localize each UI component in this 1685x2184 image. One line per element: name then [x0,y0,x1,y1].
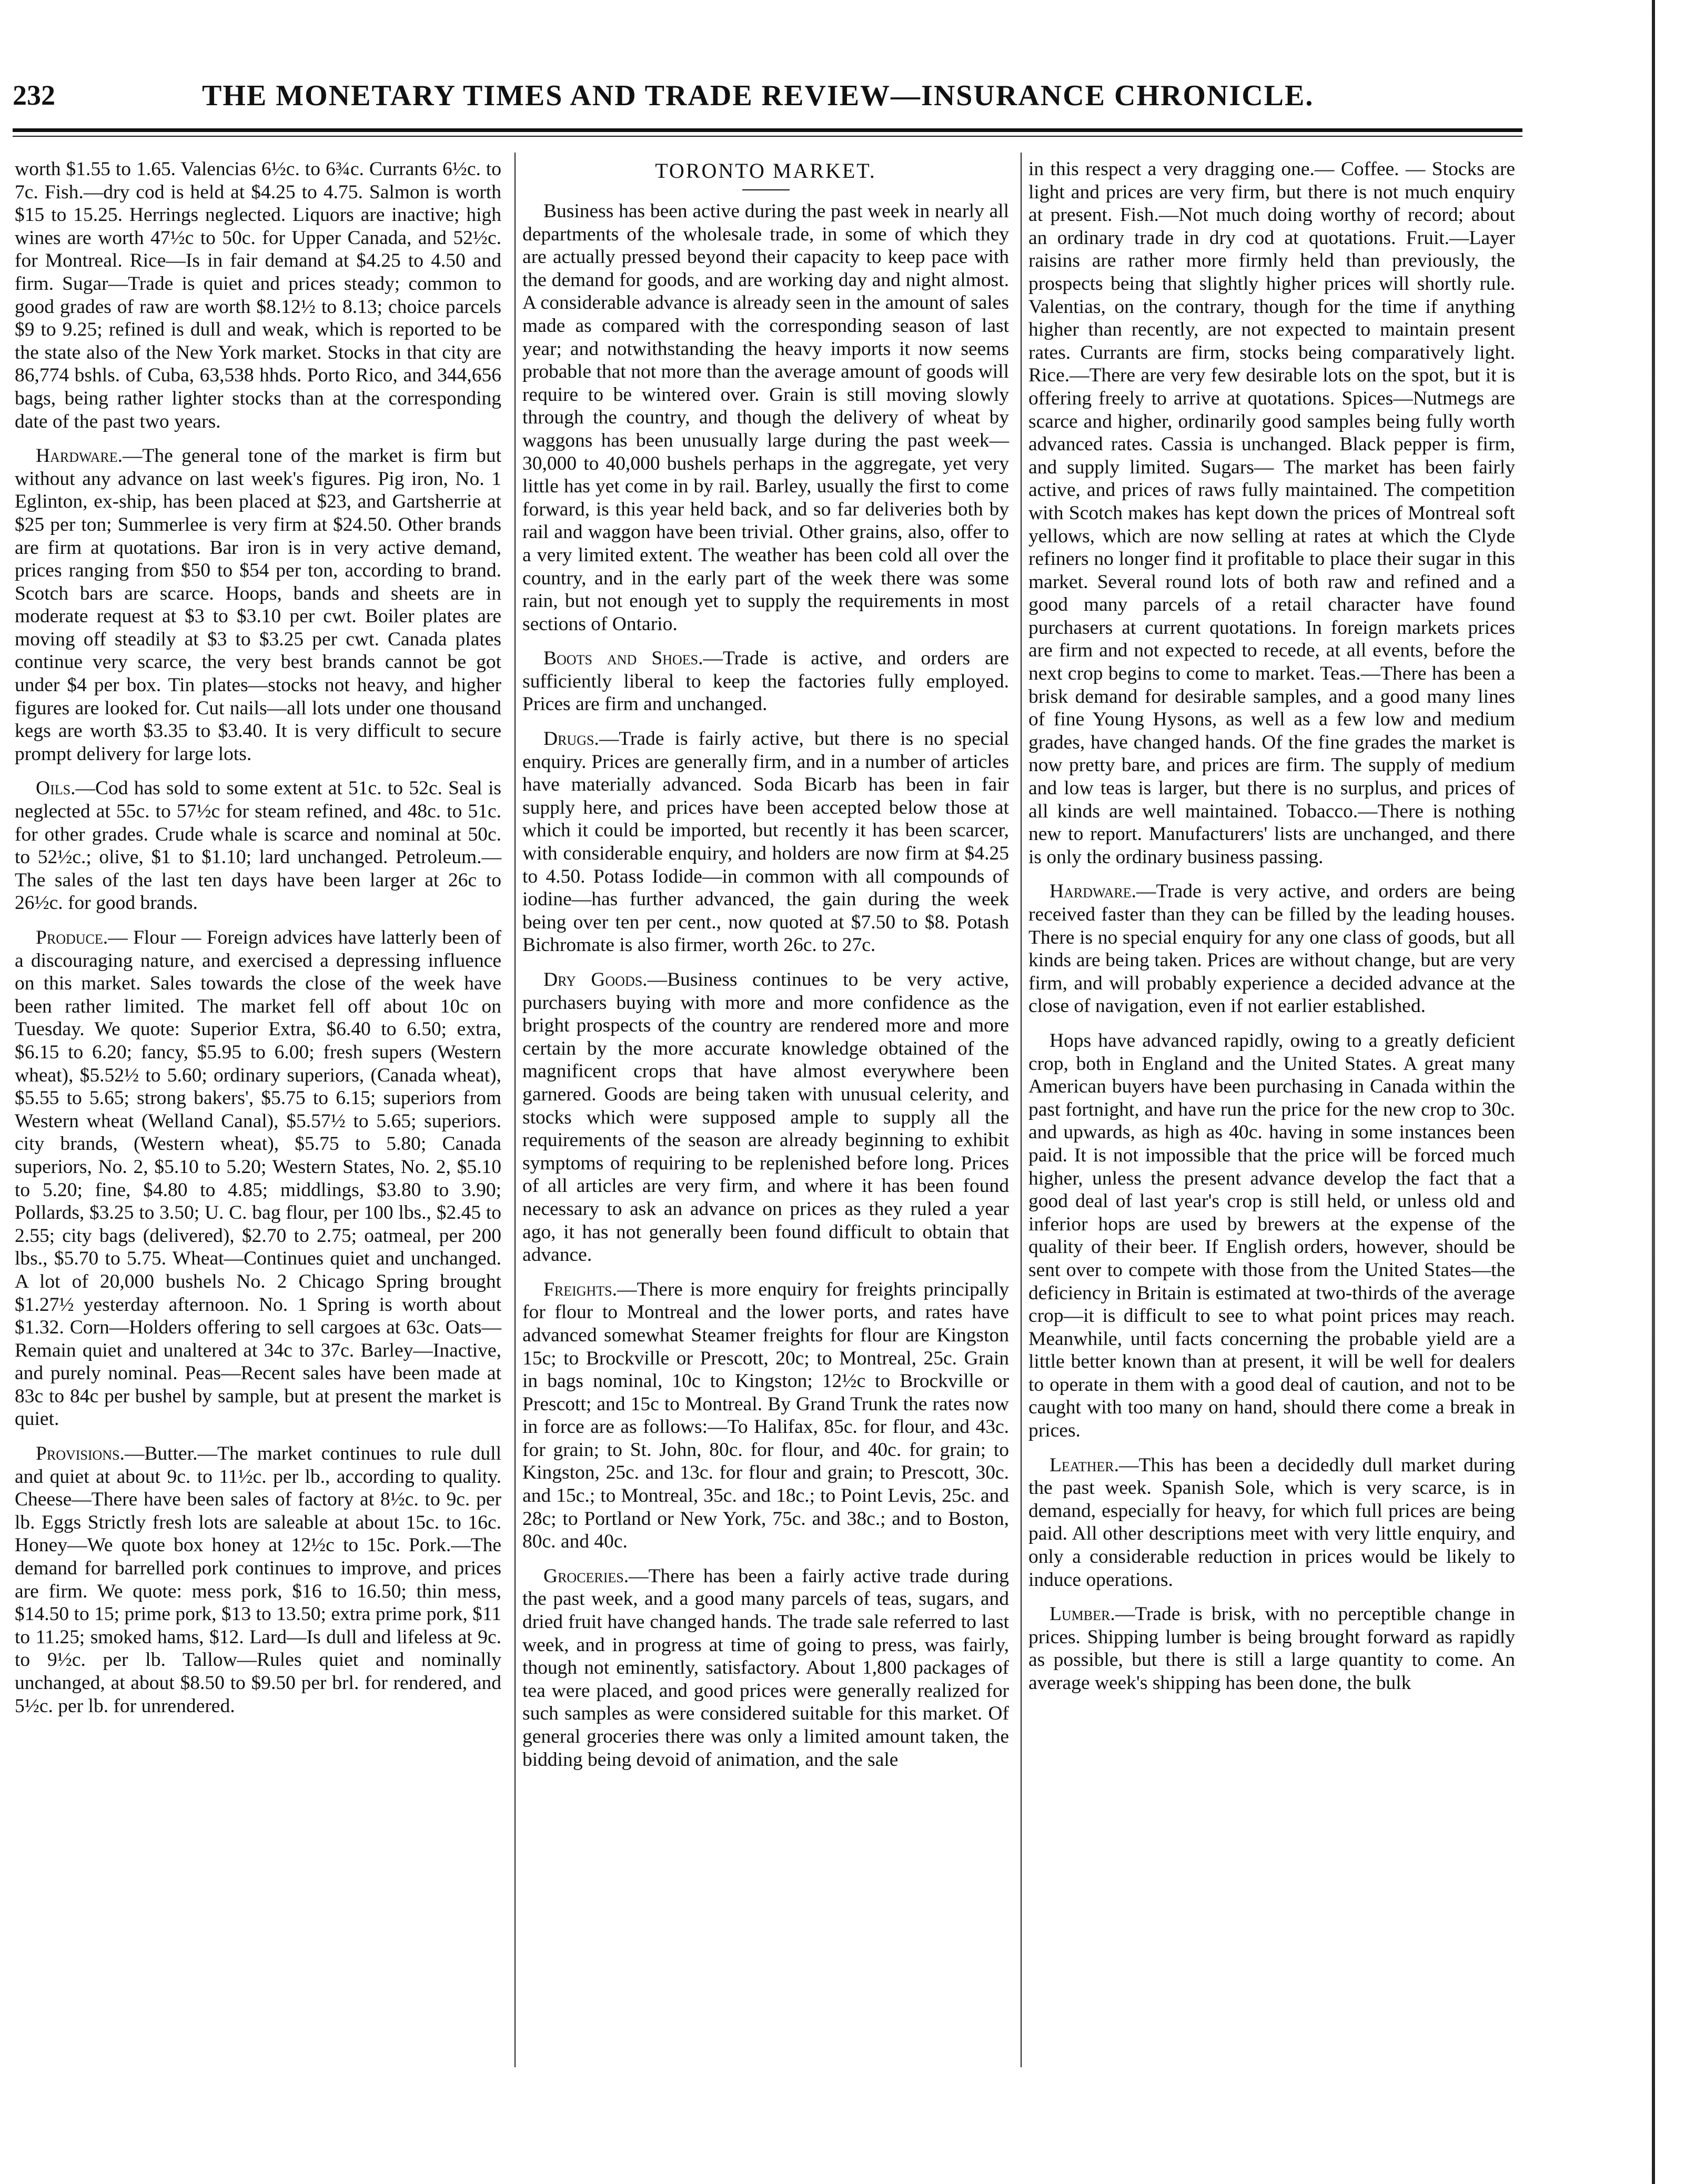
hardware-toronto-heading: Hardware. [1050,881,1137,903]
header-rule-thick [13,128,1522,132]
groceries-body: —There has been a fairly active trade during the past week, and a good many parcels of teas, sugars, and dried fruit have changed hands. The trade sale referred to last week, and in progress at time of going to press, was fairly, though not eminently, satisfactory. About 1,800 packages of tea were placed, and good prices were generally realized for such samples as were considered suitable for this market. Of general groceries there was only a limited amount taken, the bidding being devoid of animation, and the sale [522,1565,1009,1771]
lumber-body: —Trade is brisk, with no perceptible change in prices. Shipping lumber is being brought forward as rapidly as possible, but there is still a large quantity to come. An average week's shipping has been done, the bulk [1028,1603,1515,1694]
hardware-paragraph [15,444,501,765]
lumber-paragraph [1028,1603,1515,1694]
intro-paragraph: Business has been active during the past week in nearly all departments of the wholesale trade, in some of which they are actually pressed beyond their capacity to keep pace with the demand for goods, and are working day and night almost. A considerable advance is already seen in the amount of sales made as compared with the corresponding season of last year; and notwithstanding the heavy imports it now seems probable that not more than the average amount of goods will require to be wintered over. Grain is still moving slowly through the country, and though the delivery of wheat by waggons has been unusually large during the past week—30,000 to 40,000 bushels perhaps in the aggregate, yet very little has yet come in by rail. Barley, usually the first to come forward, is this year held back, and so far deliveries both by rail and waggon have been trivial. Other grains, also, offer to a very limited extent. The weather has been cold all over the country, and in the early part of the week there was some rain, but not enough yet to supply the requirements in most sections of Ontario. [522,200,1009,635]
freights-body: —There is more enquiry for freights principally for flour to Montreal and the lower ports, and rates have advanced somewhat Steamer freights for flour are Kingston 15c; to Brockville or Prescott, 20c; to Montreal, 25c. Grain in bags nominal, 10c to Kingston; 12½c to Brockville or Prescott; and 15c to Montreal. By Grand Trunk the rates now in force are as follows:—To Halifax, 85c. for flour, and 43c. for grain; to St. John, 80c. for flour, and 40c. for grain; to Kingston, 25c. and 13c. for flour and grain; to Prescott, 30c. and 15c.; to Montreal, 35c. and 18c.; to Point Levis, 25c. and 28c; to Portland or New York, 75c. and 38c.; and to Boston, 80c. and 40c. [522,1278,1009,1553]
dry-goods-heading: Dry Goods. [543,969,648,990]
freights-paragraph [522,1278,1009,1553]
provisions-paragraph [15,1442,501,1717]
oils-body: —Cod has sold to some extent at 51c. to 52c. Seal is neglected at 55c. to 57½c for steam refined, and 48c. to 51c. for other grades. Crude whale is scarce and nominal at 50c. to 52½c.; olive, $1 to $1.10; lard unchanged. Petroleum.—The sales of the last ten days have been larger at 26c to 26½c. for good brands. [15,777,501,914]
title-rule [742,189,790,190]
produce-paragraph [15,926,501,1431]
leather-paragraph [1028,1454,1515,1592]
produce-heading: Produce. [36,927,108,948]
provisions-body: —Butter.—The market continues to rule dull and quiet at about 9c. to 11½c. per lb., according to quality. Cheese—There have been sales of factory at 8½c. to 9c. per lb. Eggs Strictly fresh lots are saleable at about 15c. to 16c. Honey—We quote box honey at 12½c to 15c. Pork.—The demand for barrelled pork continues to improve, and prices are firm. We quote: mess pork, $16 to 16.50; thin mess, $14.50 to 15; prime pork, $13 to 13.50; extra prime pork, $11 to 11.25; smoked hams, $12. Lard—Is dull and lifeless at 9c. to 9½c. per lb. Tallow—Rules quiet and nominally unchanged, at about $8.50 to $9.50 per brl. for rendered, and 5½c. per lb. for unrendered. [15,1443,501,1717]
drugs-heading: Drugs. [543,728,599,750]
dry-goods-body: —Business continues to be very active, purchasers buying with more and more confidence as the bright prospects of the country are rendered more and more certain by the more accurate knowledge obtained of the magnificent crops that have almost everywhere been garnered. Goods are being taken with unusual celerity, and stocks which were supposed ample to supply all the requirements of the season are already beginning to exhibit symptoms of requiring to be replenished before long. Prices of all articles are very firm, and where it has been found necessary to ask an advance on prices as they ruled a year ago, it has not generally been found difficult to obtain that advance. [522,969,1009,1266]
boots-heading: Boots and Shoes. [543,648,703,670]
freights-heading: Freights. [543,1278,618,1300]
hops-paragraph: Hops have advanced rapidly, owing to a greatly deficient crop, both in England and the United States. A great many American buyers have been purchasing in Canada within the past fortnight, and have run the price for the new crop to 30c. and upwards, as high as 40c. having in some instances been paid. It is not impossible that the price will be forced much higher, unless the present advance develop the fact that a good deal of last year's crop is still held, or unless old and inferior hops are used by brewers at the expense of the quality of their beer. If English orders, however, should be sent over to compete with those from the United States—the deficiency in Britain is estimated at two-thirds of the average crop—it is difficult to see to what point prices may reach. Meanwhile, until facts concerning the probable yield are a little better known than at present, it will be well for dealers to operate in them with a good deal of caution, and not to be caught with too many on hand, should there come a break in prices. [1028,1029,1515,1442]
column-divider-2 [1021,153,1022,2067]
header-rule-thin [13,136,1522,137]
column-divider-1 [514,153,516,2067]
groceries-heading: Groceries. [543,1565,629,1587]
oils-heading: Oils. [36,777,76,800]
boots-body: —Trade is active, and orders are sufficiently liberal to keep the factories fully employed. Prices are firm and unchanged. [522,648,1009,715]
masthead-title: THE MONETARY TIMES AND TRADE REVIEW—INSURANCE CHRONICLE. [202,79,1314,112]
section-title: TORONTO MARKET. [655,159,876,183]
lumber-heading: Lumber. [1050,1603,1115,1625]
page-number: 232 [13,79,55,111]
oils-paragraph [15,777,501,915]
leather-heading: Leather. [1050,1454,1119,1476]
boots-paragraph [522,647,1009,716]
groceries-paragraph [522,1565,1009,1771]
hardware-heading: Hardware. [36,445,123,467]
drugs-body: —Trade is fairly active, but there is no special enquiry. Prices are generally firm, and in a number of articles have materially advanced. Soda Bicarb has been in fair supply here, and prices have been accepted below those at which it could be imported, but recently it has been scarcer, with considerable enquiry, and holders are now firm at $4.25 to 4.50. Potass Iodide—in common with all compounds of iodine—has further advanced, the gain during the week being over ten per cent., now quoted at $7.50 to $8. Potash Bichromate is also firmer, worth 26c. to 27c. [522,728,1009,956]
column-1 [15,158,501,1729]
hardware-toronto-paragraph [1028,880,1515,1018]
groceries-continued-paragraph: in this respect a very dragging one.— Coffee. — Stocks are light and prices are very firm, but there is not much enquiry at present. Fish.—Not much doing worthy of record; about an ordinary trade in dry cod at quotations. Fruit.—Layer raisins are rather more firmly held than previously, the prospects being that slightly higher prices will shortly rule. Valentias, on the contrary, though for the time if anything higher than recently, are not expected to maintain present rates. Currants are firm, stocks being comparatively light. Rice.—There are very few desirable lots on the spot, but it is offering freely to arrive at quotations. Spices—Nutmegs are scarce and higher, ordinarily good samples being fully worth advanced rates. Cassia is unchanged. Black pepper is firm, and supply limited. Sugars— The market has been fairly active, and prices of raws fully maintained. The competition with Scotch makes has kept down the prices of Montreal soft yellows, which are now selling at rates at which the Clyde refiners no longer find it profitable to place their sugar in this market. Several round lots of both raw and refined and a good many parcels of a retail character have found purchasers at current quotations. In foreign markets prices are firm and not expected to recede, at all events, before the next crop begins to come to market. Teas.—There has been a brisk demand for desirable samples, and a good many lines of fine Young Hysons, as well as a few low and medium grades, have changed hands. Of the fine grades the market is now pretty bare, and prices are firm. The supply of medium and low teas is larger, but there is no surplus, and prices of all kinds are well maintained. Tobacco.—There is nothing new to report. Manufacturers' lists are unchanged, and there is only the ordinary business passing. [1028,158,1515,868]
column-2 [522,158,1009,1783]
drugs-paragraph [522,727,1009,957]
page-edge-shadow [1652,0,1655,2184]
hardware-toronto-body: —Trade is very active, and orders are being received faster than they can be filled by the leading houses. There is no special enquiry for any one class of goods, but all kinds are being taken. Prices are without change, but are very firm, and will probably experience a decided advance at the close of navigation, even if not earlier established. [1028,881,1515,1017]
hardware-body: —The general tone of the market is firm but without any advance on last week's figures. Pig iron, No. 1 Eglinton, ex-ship, has been placed at $23, and Gartsherrie at $25 per ton; Summerlee is very firm at $24.50. Other brands are firm at quotations. Bar iron is in very active demand, prices ranging from $50 to $54 per ton, according to brand. Scotch bars are scarce. Hoops, bands and sheets are in moderate request at $3 to $3.10 per cwt. Boiler plates are moving off steadily at $3 to $3.25 per cwt. Canada plates continue very scarce, the very best brands cannot be got under $4 per box. Tin plates—stocks not heavy, and higher figures are looked for. Cut nails—all lots under one thousand kegs are worth $3.35 to $3.40. It is very difficult to secure prompt delivery for large lots. [15,445,501,765]
column-3 [1028,158,1515,1706]
dry-goods-paragraph [522,968,1009,1267]
produce-body: — Flour — Foreign advices have latterly been of a discouraging nature, and exercised a depressing influence on this market. Sales towards the close of the week have been rather limited. The market fell off about 10c on Tuesday. We quote: Superior Extra, $6.40 to 6.50; extra, $6.15 to 6.20; fancy, $5.95 to 6.00; fresh supers (Western wheat), $5.52½ to 5.60; ordinary superiors, (Canada wheat), $5.55 to 5.65; strong bakers', $5.75 to 6.15; superiors from Western wheat (Welland Canal), $5.57½ to 5.65; superiors. city brands, (Western wheat), $5.75 to 5.80; Canada superiors, No. 2, $5.10 to 5.20; Western States, No. 2, $5.10 to 5.20; fine, $4.80 to 4.85; middlings, $3.80 to 3.90; Pollards, $3.25 to 3.50; U. C. bag flour, per 100 lbs., $2.45 to 2.55; city bags (delivered), $2.70 to 2.75; oatmeal, per 200 lbs., $5.70 to 5.75. Wheat—Continues quiet and unchanged. A lot of 20,000 bushels No. 2 Chicago Spring brought $1.27½ yesterday afternoon. No. 1 Spring is worth about $1.32. Corn—Holders offering to sell cargoes at 63c. Oats—Remain quiet and unaltered at 34c to 37c. Barley—Inactive, and purely nominal. Peas—Recent sales have been made at 83c to 84c per bushel by sample, but at present the market is quiet. [15,927,501,1430]
provisions-heading: Provisions. [36,1443,125,1465]
leather-body: —This has been a decidedly dull market during the past week. Spanish Sole, which is very scarce, is in demand, especially for heavy, for which full prices are being paid. All other descriptions meet with very little enquiry, and only a considerable reduction in prices would be likely to induce operations. [1028,1454,1515,1591]
page-header [13,79,1522,116]
continued-paragraph: worth $1.55 to 1.65. Valencias 6½c. to 6¾c. Currants 6½c. to 7c. Fish.—dry cod is held at $4.25 to 4.75. Salmon is worth $15 to 15.25. Herrings neglected. Liquors are inactive; high wines are worth 47½c to 50c. for Upper Canada, and 52½c. for Montreal. Rice—Is in fair demand at $4.25 to 4.50 and firm. Sugar—Trade is quiet and prices steady; common to good grades of raw are worth $8.12½ to 8.13; choice parcels $9 to 9.25; refined is dull and weak, which is reported to be the state also of the New York market. Stocks in that city are 86,774 bshls. of Cuba, 63,538 hhds. Porto Rico, and 344,656 bags, being rather lighter stocks than at the corresponding date of the past two years. [15,158,501,432]
